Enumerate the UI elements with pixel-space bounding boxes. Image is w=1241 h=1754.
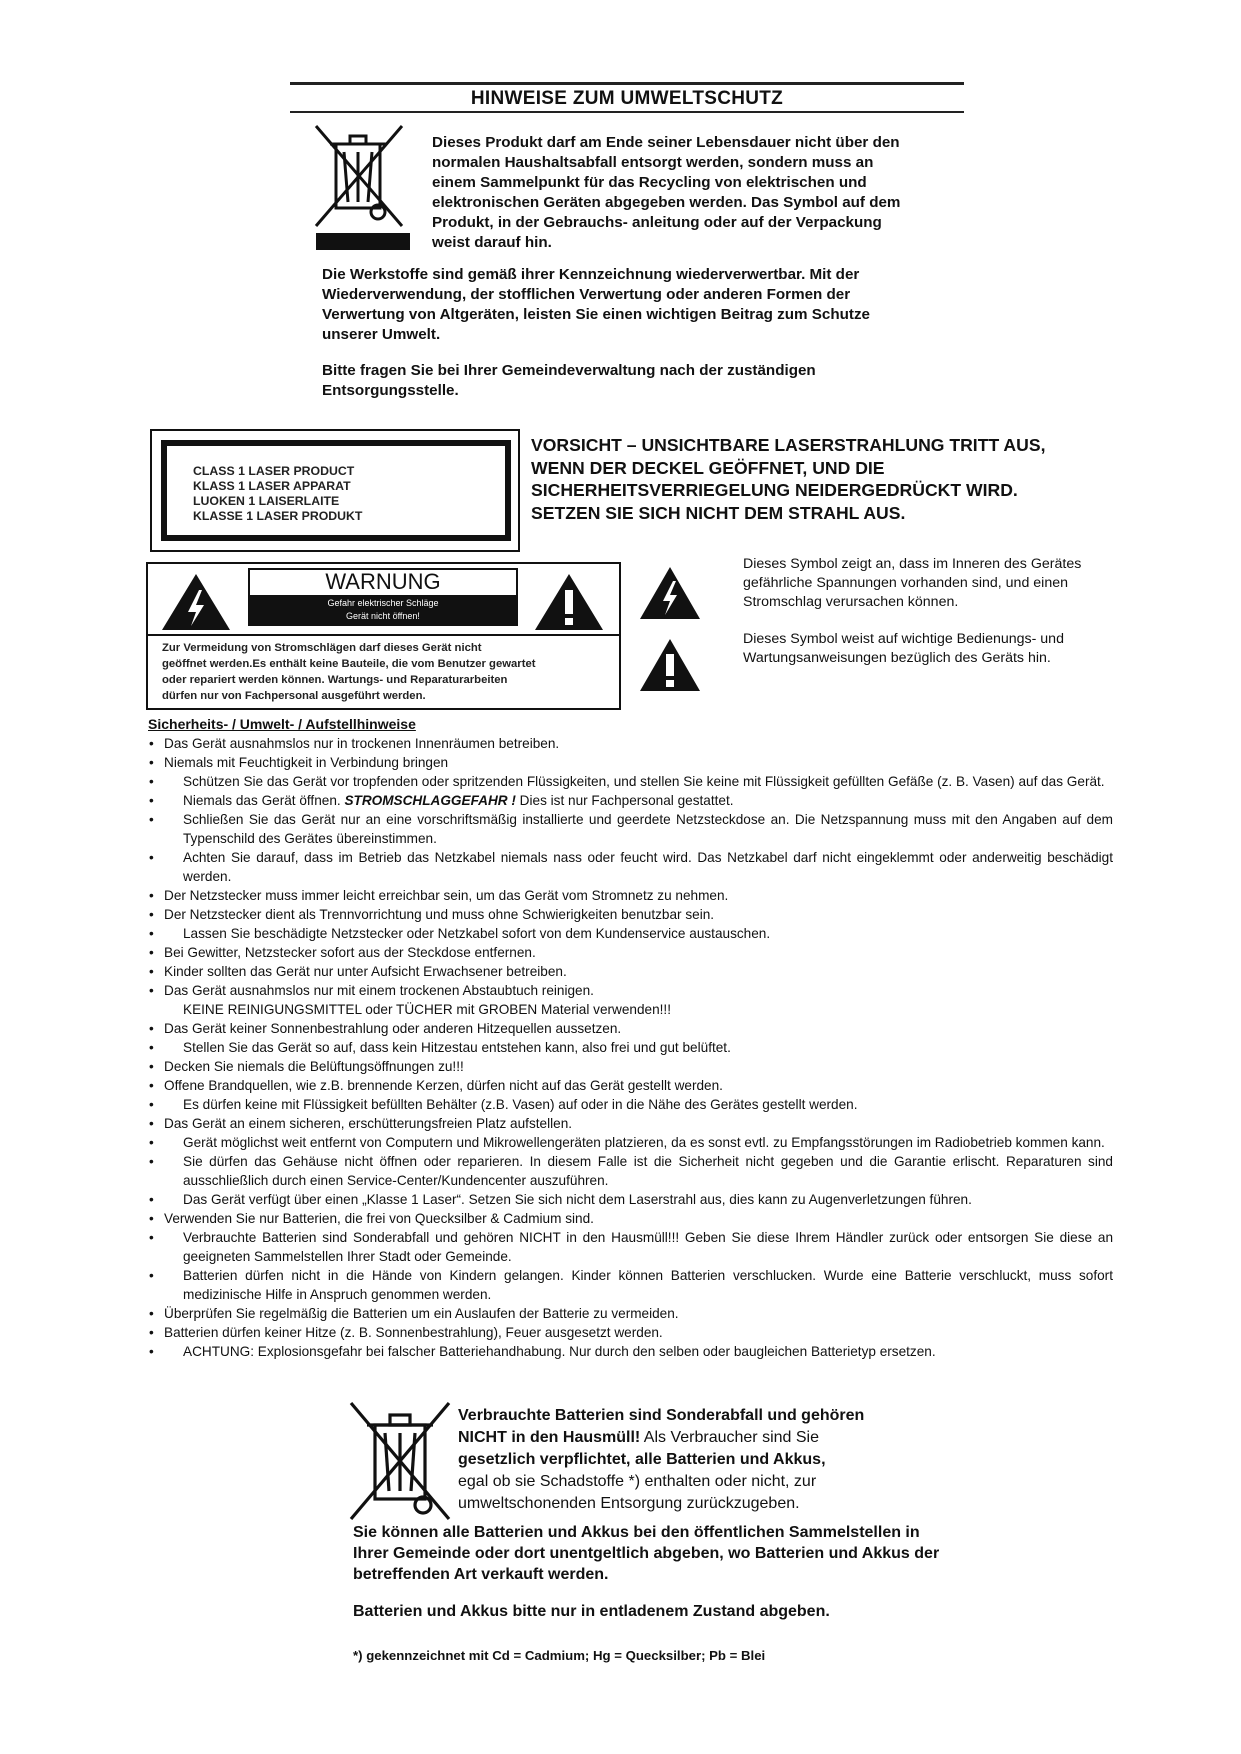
safety-item-text: Niemals das Gerät öffnen. [183,793,345,808]
safety-item-text: • Das Gerät ausnahmslos nur mit einem trockenen Abstaubtuch reinigen. [164,983,594,998]
safety-list-item [148,924,1113,943]
high-voltage-warning-icon [160,572,232,632]
safety-list-item [148,1323,1113,1342]
safety-item-text: • Gerät möglichst weit entfernt von Computern und Mikrowellengeräten platzieren, da es sonst evtl. zu Empfangsstörungen im Radiobetrieb kommen kann. [183,1135,1105,1150]
safety-list-item [148,1076,1113,1095]
safety-list-item [148,848,1113,886]
laser-label-line: KLASSE 1 LASER PRODUKT [193,509,363,523]
laser-label-line: CLASS 1 LASER PRODUCT [193,464,355,478]
safety-item-text: • Bei Gewitter, Netzstecker sofort aus der Steckdose entfernen. [164,945,536,960]
laser-label [161,440,511,541]
safety-item-text: • Offene Brandquellen, wie z.B. brennende Kerzen, dürfen nicht auf das Gerät gestellt werden. [164,1078,723,1093]
laser-caution-line: WENN DER DECKEL GEÖFFNET, UND DIE [531,457,885,478]
safety-list-item [148,1095,1113,1114]
warning-body [162,640,614,704]
safety-list-item [148,1228,1113,1266]
laser-label-line: KLASS 1 LASER APPARAT [193,479,351,493]
top-rule [290,82,964,85]
safety-list-item [148,1342,1113,1361]
battery-collection-paragraph: Sie können alle Batterien und Akkus bei den öffentlichen Sammelstellen in Ihrer Gemeinde oder dort unentgeltlich abgeben, wo Batterien und Akkus der betreffenden Art verkauft werden. [353,1524,940,1583]
laser-caution-line: SETZEN SIE SICH NICHT DEM STRAHL AUS. [531,502,906,523]
title-rule [290,111,964,113]
crossed-out-bin-icon [345,1397,455,1525]
safety-list-item [148,772,1113,791]
battery-footnote: *) gekennzeichnet mit Cd = Cadmium; Hg = Quecksilber; Pb = Blei [353,1648,766,1663]
safety-list-item [148,1114,1113,1133]
battery-note-line: Verbrauchte Batterien sind Sonderabfall und gehören [458,1407,865,1424]
safety-item-text: • Das Gerät verfügt über einen „Klasse 1 Laser“. Setzen Sie sich nicht dem Laserstrahl aus, dies kann zu Augenverletzungen führen. [183,1192,972,1207]
electric-shock-warning: STROMSCHLAGGEFAHR ! [344,793,516,808]
safety-item-text: • Niemals mit Feuchtigkeit in Verbindung bringen [164,755,449,770]
safety-item-text: • Es dürfen keine mit Flüssigkeit befüllten Behälter (z.B. Vasen) auf oder in die Nähe des Gerätes gestellt werden. [183,1097,858,1112]
environment-contact-note: Bitte fragen Sie bei Ihrer Gemeindeverwaltung nach der zuständigen Entsorgungsstelle. [322,362,816,399]
safety-list-item [148,791,1113,810]
safety-list-item [148,734,1113,753]
safety-item-text: • Das Gerät an einem sicheren, erschütterungsfreien Platz aufstellen. [164,1116,573,1131]
warning-subtitle-line: Gerät nicht öffnen! [346,611,420,621]
safety-item-text: • Sie dürfen das Gehäuse nicht öffnen oder reparieren. In diesem Falle ist die Sicherheit nicht gegeben und die Garantie erlischt. Reparaturen sind ausschließlich durch einen Service-Center/Kundencenter auszuführen. [183,1154,1113,1188]
safety-item-text: • ACHTUNG: Explosionsgefahr bei falscher Batteriehandhabung. Nur durch den selben oder baugleichen Batterietyp ersetzen. [183,1344,936,1359]
safety-item-continuation: KEINE REINIGUNGSMITTEL oder TÜCHER mit GROBEN Material verwenden!!! [183,1002,671,1017]
safety-list-item [148,1019,1113,1038]
safety-list-item [148,753,1113,772]
safety-list-item [148,1190,1113,1209]
laser-label-line: LUOKEN 1 LAISERLAITE [193,494,340,508]
battery-disposal-note [458,1405,928,1515]
safety-item-text: • Der Netzstecker dient als Trennvorrichtung und muss ohne Schwierigkeiten benutzbar sein. [164,907,715,922]
battery-note-line: umweltschonenden Entsorgung zurückzugeben. [458,1495,800,1512]
safety-item-text: • Das Gerät keiner Sonnenbestrahlung oder anderen Hitzequellen aussetzen. [164,1021,622,1036]
safety-list [148,734,1113,1361]
battery-discharged-note: Batterien und Akkus bitte nur in entladenem Zustand abgeben. [353,1603,830,1620]
warning-title: WARNUNG [325,569,441,594]
weee-bar [316,233,410,250]
safety-item-text: • Decken Sie niemals die Belüftungsöffnungen zu!!! [164,1059,464,1074]
safety-list-item [148,1304,1113,1323]
warning-body-line: geöffnet werden.Es enthält keine Bauteile, die vom Benutzer gewartet [162,658,536,670]
safety-item-text: • Kinder sollten das Gerät nur unter Aufsicht Erwachsener betreiben. [164,964,567,979]
safety-list-item [148,810,1113,848]
battery-note-line: gesetzlich verpflichtet, alle Batterien und Akkus, [458,1451,826,1468]
safety-list-item [148,905,1113,924]
safety-item-text: • Verbrauchte Batterien sind Sonderabfall und gehören NICHT in den Hausmüll!!! Geben Sie diese Ihrem Händler zurück oder entsorgen Sie diese an geeigneten Sammelstellen Ihrer Stadt oder Gemeinde. [183,1230,1113,1264]
safety-item-text: • Achten Sie darauf, dass im Betrieb das Netzkabel niemals nass oder feucht wird. Das Netzkabel darf nicht eingeklemmt oder anderweitig beschädigt werden. [183,850,1113,884]
safety-heading: Sicherheits- / Umwelt- / Aufstellhinweise [148,716,416,732]
safety-item-text [183,791,1113,810]
warning-subtitle [250,595,516,624]
environment-title: HINWEISE ZUM UMWELTSCHUTZ [470,88,784,109]
safety-item-text: • Der Netzstecker muss immer leicht erreichbar sein, um das Gerät vom Stromnetz zu nehmen. [164,888,729,903]
exclamation-warning-icon [638,637,702,693]
safety-list-item [148,1209,1113,1228]
safety-list-item [148,962,1113,981]
crossed-out-bin-icon [310,122,408,230]
high-voltage-warning-icon [638,565,702,621]
safety-list-item [148,943,1113,962]
environment-lead: Dieses Produkt darf am Ende seiner Lebensdauer nicht über den normalen Haushaltsabfall entsorgt werden, sondern muss an einem Sammelpunkt für das Recycling von elektrischen und elektronischen Geräten abgegeben werden. Das Symbol auf dem Produkt, in der Gebrauchs- anleitung oder auf der Verpackung weist darauf hin. [432,134,901,251]
battery-note-emphasis: NICHT in den Hausmüll! [458,1429,641,1446]
warning-subtitle-line: Gefahr elektrischer Schläge [327,598,439,608]
safety-item-text: • Schließen Sie das Gerät nur an eine vorschriftsmäßig installierte und geerdete Netzsteckdose an. Die Netzspannung muss mit den Angaben auf dem Typenschild des Gerätes übereinstimmen. [183,812,1113,846]
safety-list-item [148,1038,1113,1057]
exclamation-warning-icon [533,572,605,632]
safety-list-item [148,981,1113,1019]
warning-body-line: dürfen nur von Fachpersonal ausgeführt werden. [162,690,426,702]
safety-list-item [148,1133,1113,1152]
laser-caution-line: SICHERHEITSVERRIEGELUNG NEIDERGEDRÜCKT WIRD. [531,480,1018,500]
safety-list-item [148,1152,1113,1190]
safety-item-text: • Überprüfen Sie regelmäßig die Batterien um ein Auslaufen der Batterie zu vermeiden. [164,1306,679,1321]
safety-item-text: • Schützen Sie das Gerät vor tropfenden oder spritzenden Flüssigkeiten, und stellen Sie keine mit Flüssigkeit gefüllten Gefäße (z. B. Vasen) auf das Gerät. [183,774,1105,789]
voltage-symbol-description: Dieses Symbol zeigt an, dass im Inneren des Gerätes gefährliche Spannungen vorhanden sind, und einen Stromschlag verursachen können. [743,556,1082,610]
safety-item-text: Dies ist nur Fachpersonal gestattet. [515,793,734,808]
safety-item-text: • Verwenden Sie nur Batterien, die frei von Quecksilber & Cadmium sind. [164,1211,594,1226]
warning-body-line: oder repariert werden können. Wartungs- und Reparaturarbeiten [162,674,508,686]
safety-item-text: • Lassen Sie beschädigte Netzstecker oder Netzkabel sofort von dem Kundenservice austauschen. [183,926,771,941]
warning-body-line: Zur Vermeidung von Stromschlägen darf dieses Gerät nicht [162,642,482,654]
battery-note-line: egal ob sie Schadstoffe *) enthalten oder nicht, zur [458,1473,817,1490]
laser-caution-text [531,434,1111,524]
safety-item-text: • Batterien dürfen nicht in die Hände von Kindern gelangen. Kinder können Batterien verschlucken. Wurde eine Batterie verschluckt, muss sofort medizinische Hilfe in Anspruch genommen werden. [183,1268,1113,1302]
safety-list-item [148,1266,1113,1304]
environment-paragraph: Die Werkstoffe sind gemäß ihrer Kennzeichnung wiederverwertbar. Mit der Wiederverwendung, der stofflichen Verwertung oder anderen Formen der Verwertung von Altgeräten, leisten Sie einen wichtigen Beitrag zum Schutze unserer Umwelt. [322,266,870,343]
exclamation-symbol-description: Dieses Symbol weist auf wichtige Bedienungs- und Wartungsanweisungen bezüglich des Geräts hin. [743,631,1064,666]
safety-item-text: • Stellen Sie das Gerät so auf, dass kein Hitzestau entstehen kann, also frei und gut belüftet. [183,1040,731,1055]
battery-note-line: Als Verbraucher sind Sie [640,1429,819,1446]
laser-caution-line: VORSICHT – UNSICHTBARE LASERSTRAHLUNG TRITT AUS, [531,435,1046,455]
safety-item-text: • Batterien dürfen keiner Hitze (z. B. Sonnenbestrahlung), Feuer ausgesetzt werden. [164,1325,663,1340]
safety-list-item [148,1057,1113,1076]
safety-list-item [148,886,1113,905]
safety-item-text: • Das Gerät ausnahmslos nur in trockenen Innenräumen betreiben. [164,736,560,751]
